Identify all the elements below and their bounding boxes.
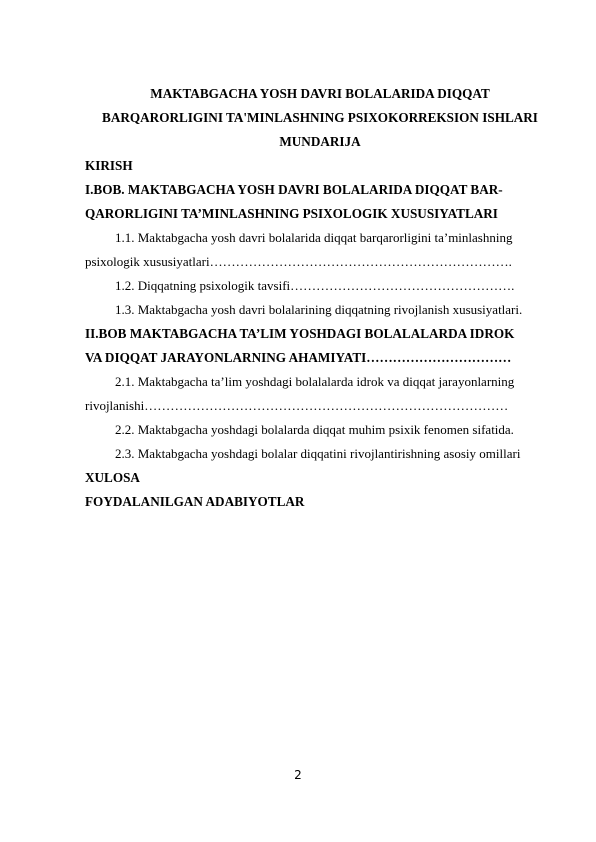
page-number: 2 xyxy=(294,768,302,782)
title-line-2: BARQARORLIGINI TA'MINLASHNING PSIXOKORREKSION ISHLARI xyxy=(102,110,538,125)
toc-section-2-3-text: 2.3. Maktabgacha yoshdagi bolalar diqqatini rivojlantirishning asosiy omillari xyxy=(115,446,521,461)
title-line-1: MAKTABGACHA YOSH DAVRI BOLALARIDA DIQQAT xyxy=(150,86,490,101)
toc-chapter-2-line-2: VA DIQQAT JARAYONLARNING AHAMIYATI…………………………… xyxy=(85,350,512,365)
toc-chapter-1-line-2: QARORLIGINI TA’MINLASHNING PSIXOLOGIK XUSUSIYATLARI xyxy=(85,206,498,221)
document-content xyxy=(85,82,555,514)
toc-section-1-1-text: 1.1. Maktabgacha yosh davri bolalarida diqqat barqarorligini ta’minlashning xyxy=(115,230,513,245)
toc-section-2-1-line-1 xyxy=(85,370,555,394)
toc-section-2-1-line-2: rivojlanishi………………………………………………………………………… xyxy=(85,398,509,413)
toc-item-intro: KIRISH xyxy=(85,158,133,173)
table-of-contents xyxy=(85,154,555,514)
toc-chapter-2-line-1: II.BOB MAKTABGACHA TA’LIM YOSHDAGI BOLALALARDA IDROK xyxy=(85,326,515,341)
toc-section-2-2 xyxy=(85,418,555,442)
toc-section-1-1-line-1 xyxy=(85,226,555,250)
toc-section-1-1-line-2: psixologik xususiyatlari……………………………………………………………. xyxy=(85,254,512,269)
toc-section-2-2-text: 2.2. Maktabgacha yoshdagi bolalarda diqqat muhim psixik fenomen sifatida. xyxy=(115,422,514,437)
toc-item-references: FOYDALANILGAN ADABIYOTLAR xyxy=(85,494,305,509)
toc-section-1-3 xyxy=(85,298,555,322)
toc-section-2-3 xyxy=(85,442,555,466)
document-title xyxy=(85,82,555,154)
toc-item-conclusion: XULOSA xyxy=(85,470,140,485)
toc-section-1-2-text: 1.2. Diqqatning psixologik tavsifi……………………………………………. xyxy=(115,278,515,293)
toc-chapter-1-line-1: I.BOB. MAKTABGACHA YOSH DAVRI BOLALARIDA DIQQAT BAR- xyxy=(85,182,503,197)
toc-section-1-2 xyxy=(85,274,555,298)
toc-section-1-3-text: 1.3. Maktabgacha yosh davri bolalarining diqqatning rivojlanish xususiyatlari. xyxy=(115,302,523,317)
toc-section-2-1-text: 2.1. Maktabgacha ta’lim yoshdagi bolalalarda idrok va diqqat jarayonlarning xyxy=(115,374,515,389)
contents-heading: MUNDARIJA xyxy=(279,134,361,149)
